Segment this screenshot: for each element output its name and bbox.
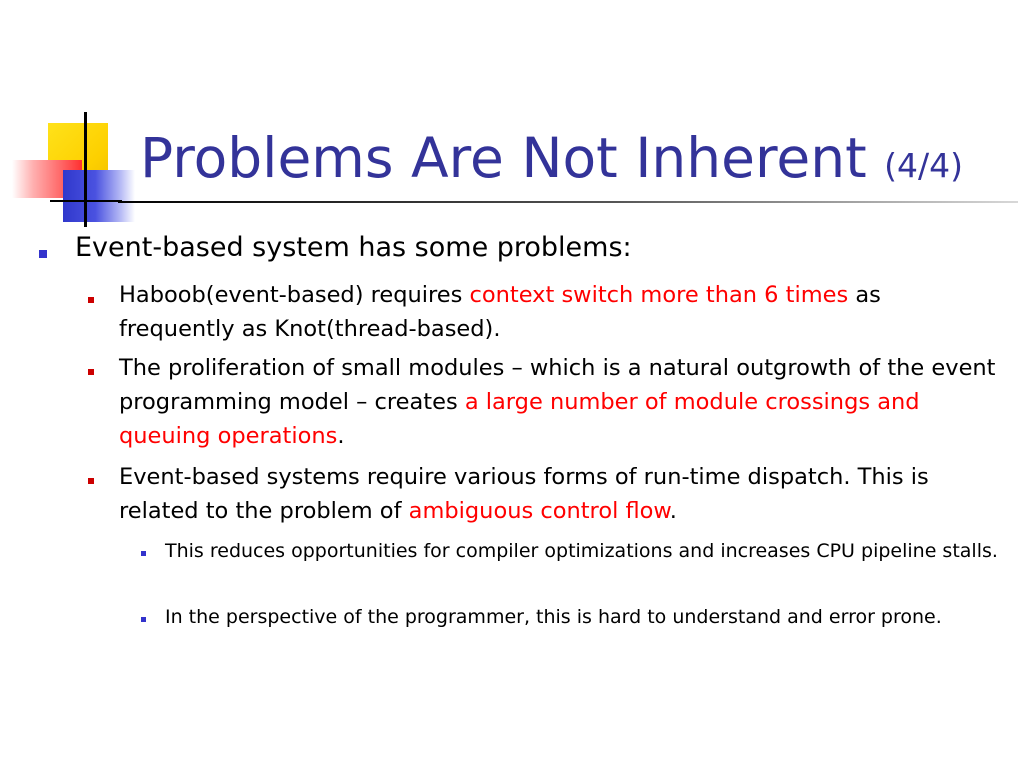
highlighted-text: ambiguous control flow [408, 498, 670, 524]
text-segment: as frequently as Knot(thread-based). [119, 282, 881, 342]
text-segment: Haboob(event-based) requires [119, 282, 470, 308]
blue-gradient-shape [63, 170, 135, 222]
slide-title-suffix: (4/4) [884, 146, 963, 185]
bullet-item-level2 [119, 278, 999, 346]
bullet-item-level1: Event-based system has some problems: [75, 232, 632, 263]
text-segment: The proliferation of small modules – which is a natural outgrowth of the event programming model – creates [119, 355, 996, 415]
slide-title [140, 120, 963, 204]
text-segment: . [337, 423, 345, 449]
vertical-line-shape [84, 112, 87, 227]
horizontal-line-shape [50, 200, 122, 202]
highlighted-text: context switch more than 6 times [469, 282, 849, 308]
bullet-marker [88, 297, 94, 303]
bullet-marker [88, 369, 94, 375]
bullet-item-level3: In the perspective of the programmer, this is hard to understand and error prone. [165, 606, 942, 628]
slide-title-main: Problems Are Not Inherent [140, 126, 867, 190]
text-segment: . [669, 498, 677, 524]
bullet-marker [141, 551, 146, 556]
highlighted-text: a large number of module crossings and queuing operations [119, 389, 920, 449]
title-underline [118, 201, 1018, 203]
text-segment: Event-based systems require various forms of run-time dispatch. This is related to the problem of [119, 464, 929, 524]
bullet-marker [141, 617, 146, 622]
bullet-item-level3: This reduces opportunities for compiler optimizations and increases CPU pipeline stalls. [165, 540, 998, 562]
bullet-item-level2 [119, 460, 999, 528]
bullet-item-level2 [119, 351, 999, 453]
bullet-marker [88, 478, 94, 484]
bullet-marker [39, 250, 47, 258]
